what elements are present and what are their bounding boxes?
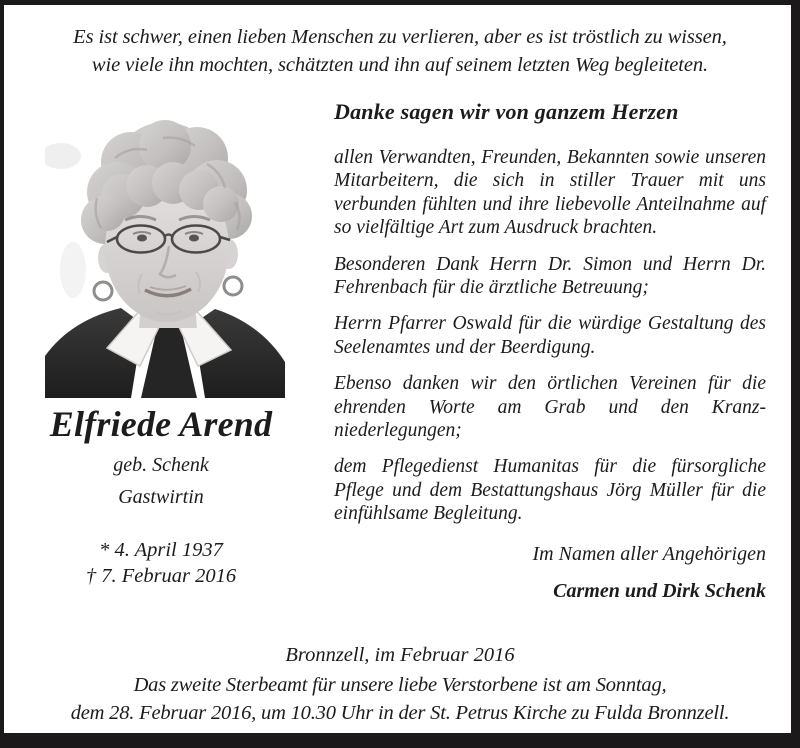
memorial-service-line-2: dem 28. Februar 2016, um 10.30 Uhr in der St. Petrus Kirche zu Fulda Bronnzell. bbox=[70, 701, 730, 724]
thanks-heading: Danke sagen wir von ganzem Herzen bbox=[334, 99, 679, 124]
deceased-name: Elfriede Arend bbox=[49, 404, 273, 444]
occupation: Gastwirtin bbox=[118, 486, 204, 508]
death-date: † 7. Februar 2016 bbox=[85, 565, 237, 587]
frame-border-left bbox=[0, 0, 4, 748]
closing-line: Im Namen aller Angehörigen bbox=[532, 542, 766, 565]
thanks-column bbox=[334, 99, 766, 603]
frame-border-top bbox=[0, 0, 800, 5]
epigraph-line-1: Es ist schwer, einen lieben Menschen zu verlieren, aber es ist tröstlich zu wissen, bbox=[73, 26, 727, 48]
frame-border-right bbox=[791, 0, 800, 748]
portrait-photo bbox=[45, 98, 285, 398]
frame-border-bottom bbox=[0, 733, 800, 748]
life-dates bbox=[0, 537, 322, 589]
epigraph bbox=[0, 24, 800, 79]
deceased-block bbox=[0, 404, 322, 589]
epigraph-line-2: wie viele ihn mochten, schätzten und ihn auf seinem letzten Weg begleiteten. bbox=[91, 53, 709, 76]
birth-date: * 4. April 1937 bbox=[99, 539, 223, 561]
thanks-paragraph: dem Pflegedienst Humanitas für die fürsorgliche Pflege und dem Bestattungshaus Jörg Müller für die einfühlsame Begleitung. bbox=[334, 456, 766, 525]
dateline: Bronnzell, im Februar 2016 bbox=[285, 644, 515, 666]
thanks-paragraph: Herrn Pfarrer Oswald für die würdige Gestaltung des Seelenamtes und der Beerdigung. bbox=[334, 313, 766, 358]
memorial-service-line-1: Das zweite Sterbeamt für unsere liebe Verstorbene ist am Sonntag, bbox=[133, 674, 667, 696]
thanks-paragraph: allen Verwandten, Freunden, Bekannten sowie unseren Mitarbeitern, die sich in stiller Trauer mit uns verbunden fühlten und ihre liebevolle Anteilnahme auf so vielfältige Art zum Ausdruck brachten. bbox=[334, 147, 766, 239]
maiden-name: geb. Schenk bbox=[113, 454, 209, 476]
thanks-paragraph: Ebenso danken wir den örtlichen Vereinen für die ehrenden Worte am Grab und den Kranzniederlegungen; bbox=[334, 373, 766, 442]
signature-names: Carmen und Dirk Schenk bbox=[553, 579, 766, 602]
thanks-paragraph: Besonderen Dank Herrn Dr. Simon und Herrn Dr. Fehrenbach für die ärztliche Betreuung; bbox=[334, 253, 766, 299]
memorial-service-announcement bbox=[0, 672, 800, 727]
